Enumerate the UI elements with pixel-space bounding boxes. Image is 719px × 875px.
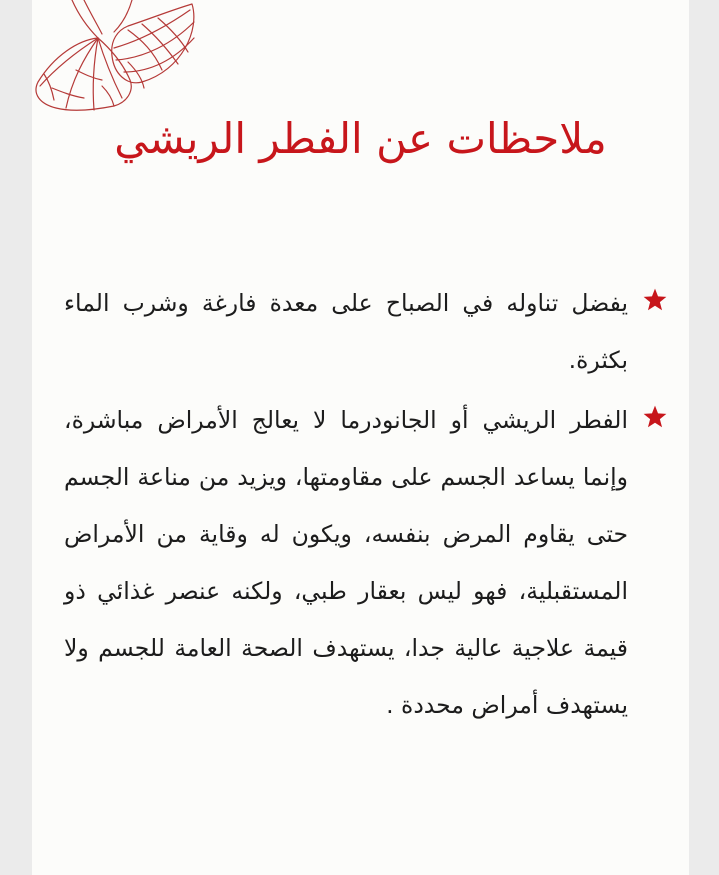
list-item [64, 392, 668, 734]
star-icon [642, 404, 668, 430]
note-text: الفطر الريشي أو الجانودرما لا يعالج الأمراض مباشرة، وإنما يساعد الجسم على مقاومتها، ويزيد من مناعة الجسم حتى يقاوم المرض بنفسه، ويكون له وقاية من الأمراض المستقبلية، فهو ليس بعقار طبي، ولكنه عنصر غذائي ذو قيمة علاجية عالية جدا، يستهدف الصحة العامة للجسم ولا يستهدف أمراض محددة . [64, 406, 628, 719]
note-text: يفضل تناوله في الصباح على معدة فارغة وشرب الماء بكثرة. [64, 289, 628, 374]
notes-list [64, 275, 668, 737]
article-title: ملاحظات عن الفطر الريشي [114, 114, 607, 163]
star-icon [642, 287, 668, 313]
list-item [64, 275, 668, 389]
